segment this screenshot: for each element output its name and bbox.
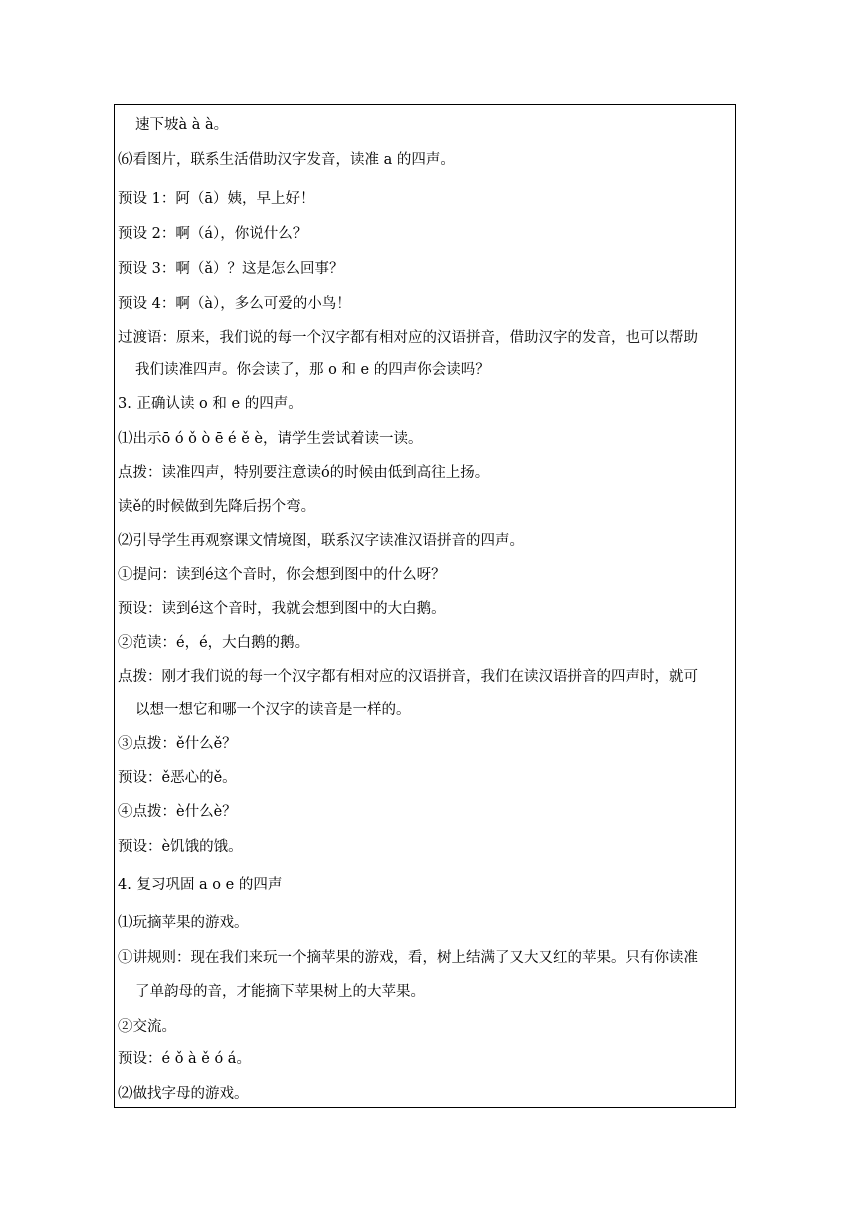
text-line: 点拨：读准四声，特别要注意读ó的时候由低到高往上扬。 bbox=[118, 465, 490, 481]
text-line: 预设 4：啊（à），多么可爱的小鸟！ bbox=[118, 296, 351, 312]
text-line: 以想一想它和哪一个汉字的读音是一样的。 bbox=[135, 702, 411, 718]
text-line: 预设 3：啊（ǎ）？这是怎么回事？ bbox=[118, 261, 344, 277]
text-line: 我们读准四声。你会读了，那 o 和 e 的四声你会读吗？ bbox=[135, 362, 490, 378]
text-line: ⑴玩摘苹果的游戏。 bbox=[118, 915, 249, 931]
text-line: 3. 正确认读 o 和 e 的四声。 bbox=[118, 396, 303, 412]
text-line: 预设 2：啊（á），你说什么？ bbox=[118, 226, 308, 242]
text-line: 预设 1：阿（ā）姨，早上好！ bbox=[118, 191, 315, 207]
text-line: ①讲规则：现在我们来玩一个摘苹果的游戏，看，树上结满了又大又红的苹果。只有你读准 bbox=[118, 950, 698, 966]
text-line: ⑵引导学生再观察课文情境图，联系汉字读准汉语拼音的四声。 bbox=[118, 533, 524, 549]
text-line: ⑹看图片，联系生活借助汉字发音，读准 a 的四声。 bbox=[118, 152, 455, 168]
text-line: 读ě的时候做到先降后拐个弯。 bbox=[118, 499, 316, 515]
text-line: 4. 复习巩固 a o e 的四声 bbox=[118, 877, 283, 893]
text-line: 预设：读到é这个音时，我就会想到图中的大白鹅。 bbox=[118, 601, 446, 617]
text-line: 预设：é ǒ à ě ó á。 bbox=[118, 1051, 251, 1067]
text-line: 预设：è饥饿的饿。 bbox=[118, 839, 243, 855]
text-line: 速下坡à à à。 bbox=[135, 117, 229, 133]
text-line: ②交流。 bbox=[118, 1019, 176, 1035]
text-line: 了单韵母的音，才能摘下苹果树上的大苹果。 bbox=[135, 984, 425, 1000]
text-line: 过渡语：原来，我们说的每一个汉字都有相对应的汉语拼音，借助汉字的发音，也可以帮助 bbox=[118, 330, 698, 346]
text-line: ⑵做找字母的游戏。 bbox=[118, 1086, 249, 1102]
text-line: ⑴出示ō ó ǒ ò ē é ě è，请学生尝试着读一读。 bbox=[118, 431, 423, 447]
text-line: ②范读：é，é，大白鹅的鹅。 bbox=[118, 635, 310, 651]
text-line: ①提问：读到é这个音时，你会想到图中的什么呀？ bbox=[118, 567, 446, 583]
text-line: ③点拨：ě什么ě？ bbox=[118, 736, 237, 752]
text-line: 预设：ě恶心的ě。 bbox=[118, 770, 237, 786]
text-line: ④点拨：è什么è？ bbox=[118, 804, 237, 820]
text-line: 点拨：刚才我们说的每一个汉字都有相对应的汉语拼音，我们在读汉语拼音的四声时，就可 bbox=[118, 669, 698, 685]
